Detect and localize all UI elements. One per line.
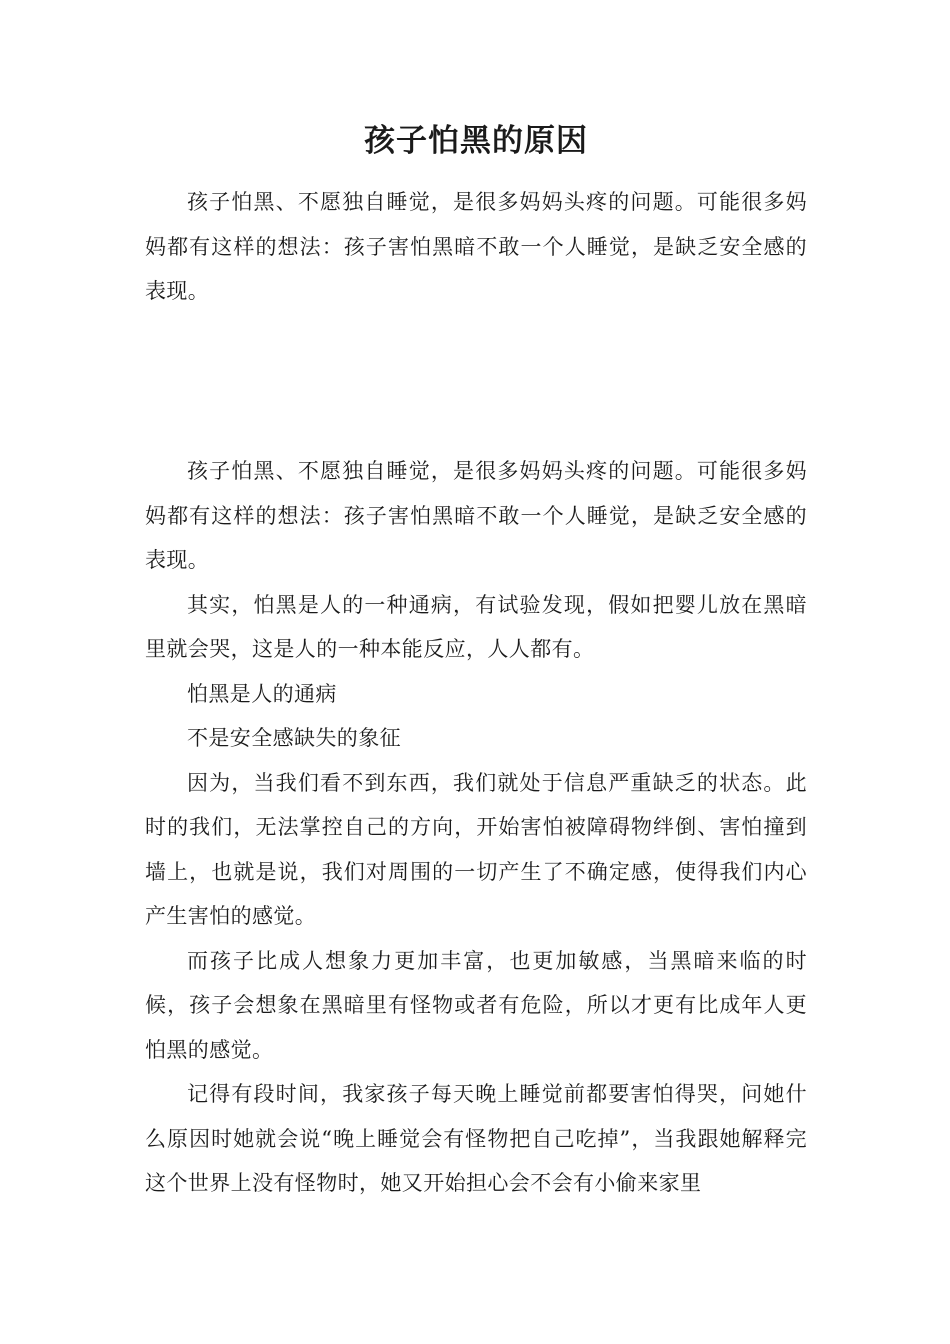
body-paragraph: 孩子怕黑、不愿独自睡觉，是很多妈妈头疼的问题。可能很多妈妈都有这样的想法：孩子害怕黑暗不敢一个人睡觉，是缺乏安全感的表现。 — [145, 459, 807, 572]
section-heading: 怕黑是人的通病 — [187, 681, 337, 706]
document-title: 孩子怕黑的原因 — [364, 123, 588, 159]
body-paragraph: 因为，当我们看不到东西，我们就处于信息严重缺乏的状态。此时的我们，无法掌控自己的方向，开始害怕被障碍物绊倒、害怕撞到墙上，也就是说，我们对周围的一切产生了不确定感，使得我们内心产生害怕的感觉。 — [145, 770, 807, 928]
body-paragraph: 而孩子比成人想象力更加丰富，也更加敏感，当黑暗来临的时候，孩子会想象在黑暗里有怪物或者有危险，所以才更有比成年人更怕黑的感觉。 — [145, 948, 807, 1062]
section-subheading: 不是安全感缺失的象征 — [187, 726, 401, 750]
body-paragraph: 记得有段时间，我家孩子每天晚上睡觉前都要害怕得哭，问她什么原因时她就会说“晚上睡觉会有怪物把自己吃掉”，当我跟她解释完这个世界上没有怪物时，她又开始担心会不会有小偷来家里 — [145, 1082, 807, 1195]
intro-section — [145, 180, 807, 314]
body-paragraph: 其实，怕黑是人的一种通病，有试验发现，假如把婴儿放在黑暗里就会哭，这是人的一种本能反应，人人都有。 — [145, 592, 807, 661]
body-section — [145, 449, 807, 1206]
intro-paragraph: 孩子怕黑、不愿独自睡觉，是很多妈妈头疼的问题。可能很多妈妈都有这样的想法：孩子害怕黑暗不敢一个人睡觉，是缺乏安全感的表现。 — [145, 190, 807, 303]
